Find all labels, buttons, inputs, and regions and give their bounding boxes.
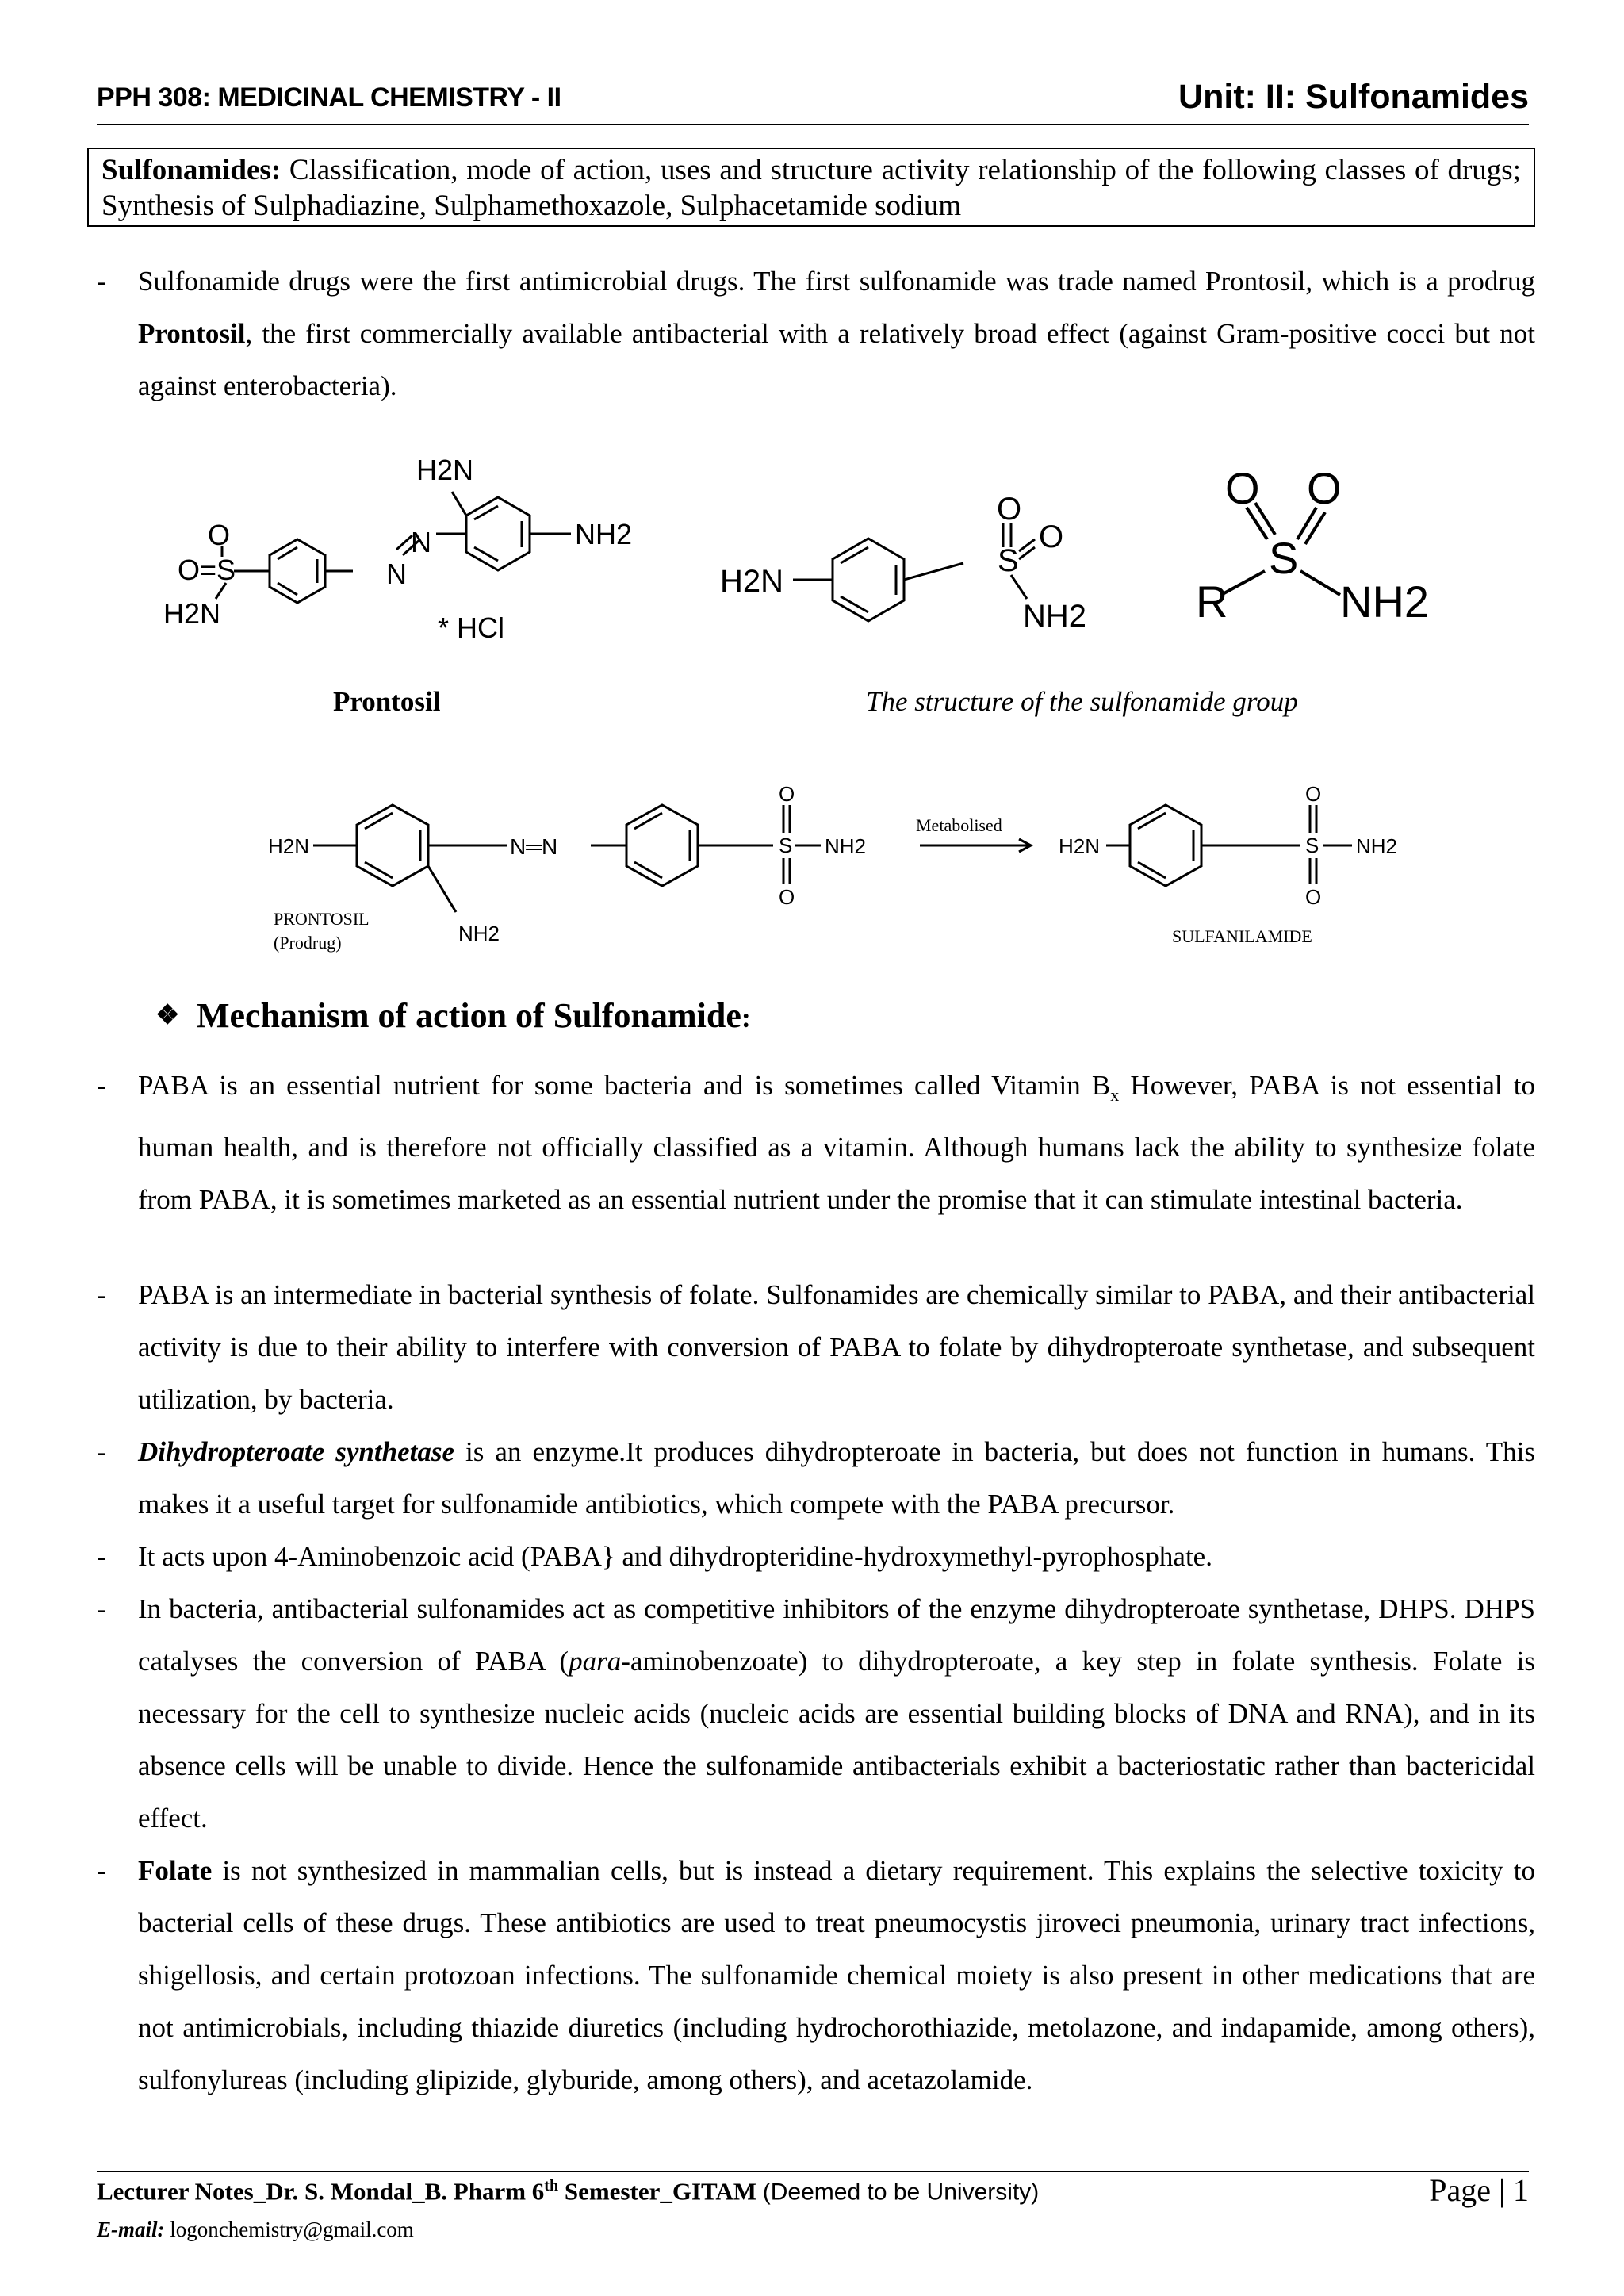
prontosil-h2n-left: H2N [163, 597, 221, 630]
unit-title: Unit: II: Sulfonamides [1178, 78, 1529, 116]
caption-sulfonamide-group: The structure of the sulfonamide group [866, 686, 1298, 717]
prontosil-n1: N [411, 526, 431, 558]
sulfanilamide-s: S [998, 543, 1019, 578]
mechanism-bullet-5: - In bacteria, antibacterial sulfonamides act as competitive inhibitors of the enzyme dihydropteroate synthetase, DHPS. DHPS catalyses the conversion of PABA (para-aminobenzoate) to dihydropteroate, a key step in folate synthesis. Folate is necessary for the cell to synthesize nucleic acids (nucleic acids are essential building blocks of DNA and RNA), and in its absence cells will be unable to divide. Hence the sulfonamide antibacterials exhibit a bacteriostatic rather than bactericidal effect. [138, 1583, 1535, 1845]
metab-right-nh2: NH2 [1356, 834, 1398, 858]
group-r: R [1196, 577, 1228, 627]
syllabus-lead: Sulfonamides: [102, 154, 282, 186]
page-number: Page | 1 [1429, 2172, 1529, 2208]
mechanism-bullet-2: - PABA is an intermediate in bacterial synthesis of folate. Sulfonamides are chemically similar to PABA, and their antibacterial activity is due to their ability to interfere with conversion of PABA to folate by dihydropteroate synthetase, and subsequent utilization, by bacteria. [138, 1269, 1535, 1426]
mechanism-heading: ❖ Mechanism of action of Sulfonamide: [155, 996, 751, 1035]
course-title: PPH 308: MEDICINAL CHEMISTRY - II [97, 82, 561, 113]
prontosil-o: O [208, 519, 231, 551]
group-o-right: O [1307, 463, 1342, 513]
bullet-dash: - [97, 1436, 106, 1467]
prontosil-nh2-right: NH2 [575, 518, 633, 550]
metab-so2nh2: NH2 [825, 834, 867, 858]
mechanism-bullet-6: - Folate is not synthesized in mammalian cells, but is instead a dietary requirement. This explains the selective toxicity to bacterial cells of these drugs. These antibiotics are used to treat pneumocystis jiroveci pneumonia, urinary tract infections, shigellosis, and certain protozoan infections. The sulfonamide chemical moiety is also present in other medications that are not antimicrobials, including thiazide diuretics (including hydrochorothiazide, metolazone, and indapamide, among others), sulfonylureas (including glipizide, glyburide, among others), and acetazolamide. [138, 1845, 1535, 2106]
metab-o-top: O [779, 782, 795, 806]
footer-rule [97, 2171, 1529, 2172]
prontosil-n2: N [386, 558, 407, 590]
bullet-dash: - [97, 1593, 106, 1624]
group-o-left: O [1225, 463, 1260, 513]
intro-prontosil-bold: Prontosil [138, 318, 246, 349]
sulfanilamide-o-top: O [997, 492, 1022, 527]
bullet-dash: - [97, 1855, 106, 1886]
mechanism-bullet-3: - Dihydropteroate synthetase is an enzyme.It produces dihydropteroate in bacteria, but does not function in humans. This makes it a useful target for sulfonamide antibiotics, which compete with the PABA precursor. [138, 1426, 1535, 1531]
page-header [97, 78, 1529, 125]
metab-right-o-bottom: O [1305, 885, 1322, 909]
prontosil-hcl: * HCl [438, 611, 505, 644]
metab-prontosil-label: PRONTOSIL [274, 909, 370, 929]
sulfanilamide-nh2: NH2 [1023, 599, 1087, 634]
intro-text-a: Sulfonamide drugs were the first antimicrobial drugs. The first sulfonamide was trade named Prontosil, which is a prodrug [138, 266, 1535, 297]
syllabus-text: Classification, mode of action, uses and structure activity relationship of the following classes of drugs; Synthesis of Sulphadiazine, Sulphamethoxazole, Sulphacetamide sodium [102, 154, 1521, 222]
bullet-dash: - [97, 1279, 106, 1310]
intro-paragraph [97, 255, 1535, 412]
mechanism-bullet-1: - PABA is an essential nutrient for some bacteria and is sometimes called Vitamin $B_x$ However, PABA is not essential to human health, and is therefore not officially classified as a vitamin. Although humans lack the ability to synthesize folate from PABA, it is sometimes marketed as an essential nutrient under the promise that it can stimulate intestinal bacteria. [138, 1060, 1535, 1226]
diamond-bullet-icon: ❖ [155, 1001, 180, 1030]
figure-metabolism [0, 761, 1624, 976]
sulfanilamide-h2n: H2N [720, 564, 784, 599]
metab-arrow-label: Metabolised [916, 815, 1002, 835]
syllabus-box [87, 148, 1535, 227]
metab-prodrug-label: (Prodrug) [274, 933, 342, 953]
prontosil-o-s: O=S [178, 554, 236, 586]
bullet-dash: - [97, 266, 106, 297]
footer-email: E-mail: logonchemistry@gmail.com [97, 2217, 414, 2241]
metab-right-o-top: O [1305, 782, 1322, 806]
mechanism-bullet-4: - It acts upon 4-Aminobenzoic acid (PABA} and dihydropteridine-hydroxymethyl-pyrophosphate. [138, 1531, 1535, 1583]
metab-o-bottom: O [779, 885, 795, 909]
metab-right-s: S [1305, 834, 1320, 857]
metab-left-h2n: H2N [268, 834, 310, 858]
mechanism-heading-text: Mechanism of action of Sulfonamide [197, 996, 741, 1035]
metab-azo: N═N [510, 834, 558, 859]
metab-right-h2n: H2N [1059, 834, 1101, 858]
metab-s: S [779, 834, 793, 857]
group-s: S [1269, 533, 1299, 583]
bullet-dash: - [97, 1070, 106, 1101]
metab-sulfanilamide-label: SULFANILAMIDE [1172, 926, 1312, 946]
sulfanilamide-o-right: O [1039, 519, 1064, 554]
footer-lecturer-notes: Lecturer Notes_Dr. S. Mondal_B. Pharm 6th Semester_GITAM (Deemed to be University) [97, 2177, 1040, 2206]
bullet-dash: - [97, 1541, 106, 1572]
metabolism-bonds [313, 805, 1352, 912]
figure-structures-1 [0, 428, 1624, 690]
caption-prontosil: Prontosil [333, 686, 441, 717]
prontosil-h2n-top: H2N [416, 454, 474, 486]
metab-nh2-bottom: NH2 [458, 922, 500, 945]
intro-text-b: , the first commercially available antibacterial with a relatively broad effect (against Gram-positive cocci but not against enterobacteria). [138, 318, 1535, 401]
group-nh2: NH2 [1340, 577, 1430, 627]
